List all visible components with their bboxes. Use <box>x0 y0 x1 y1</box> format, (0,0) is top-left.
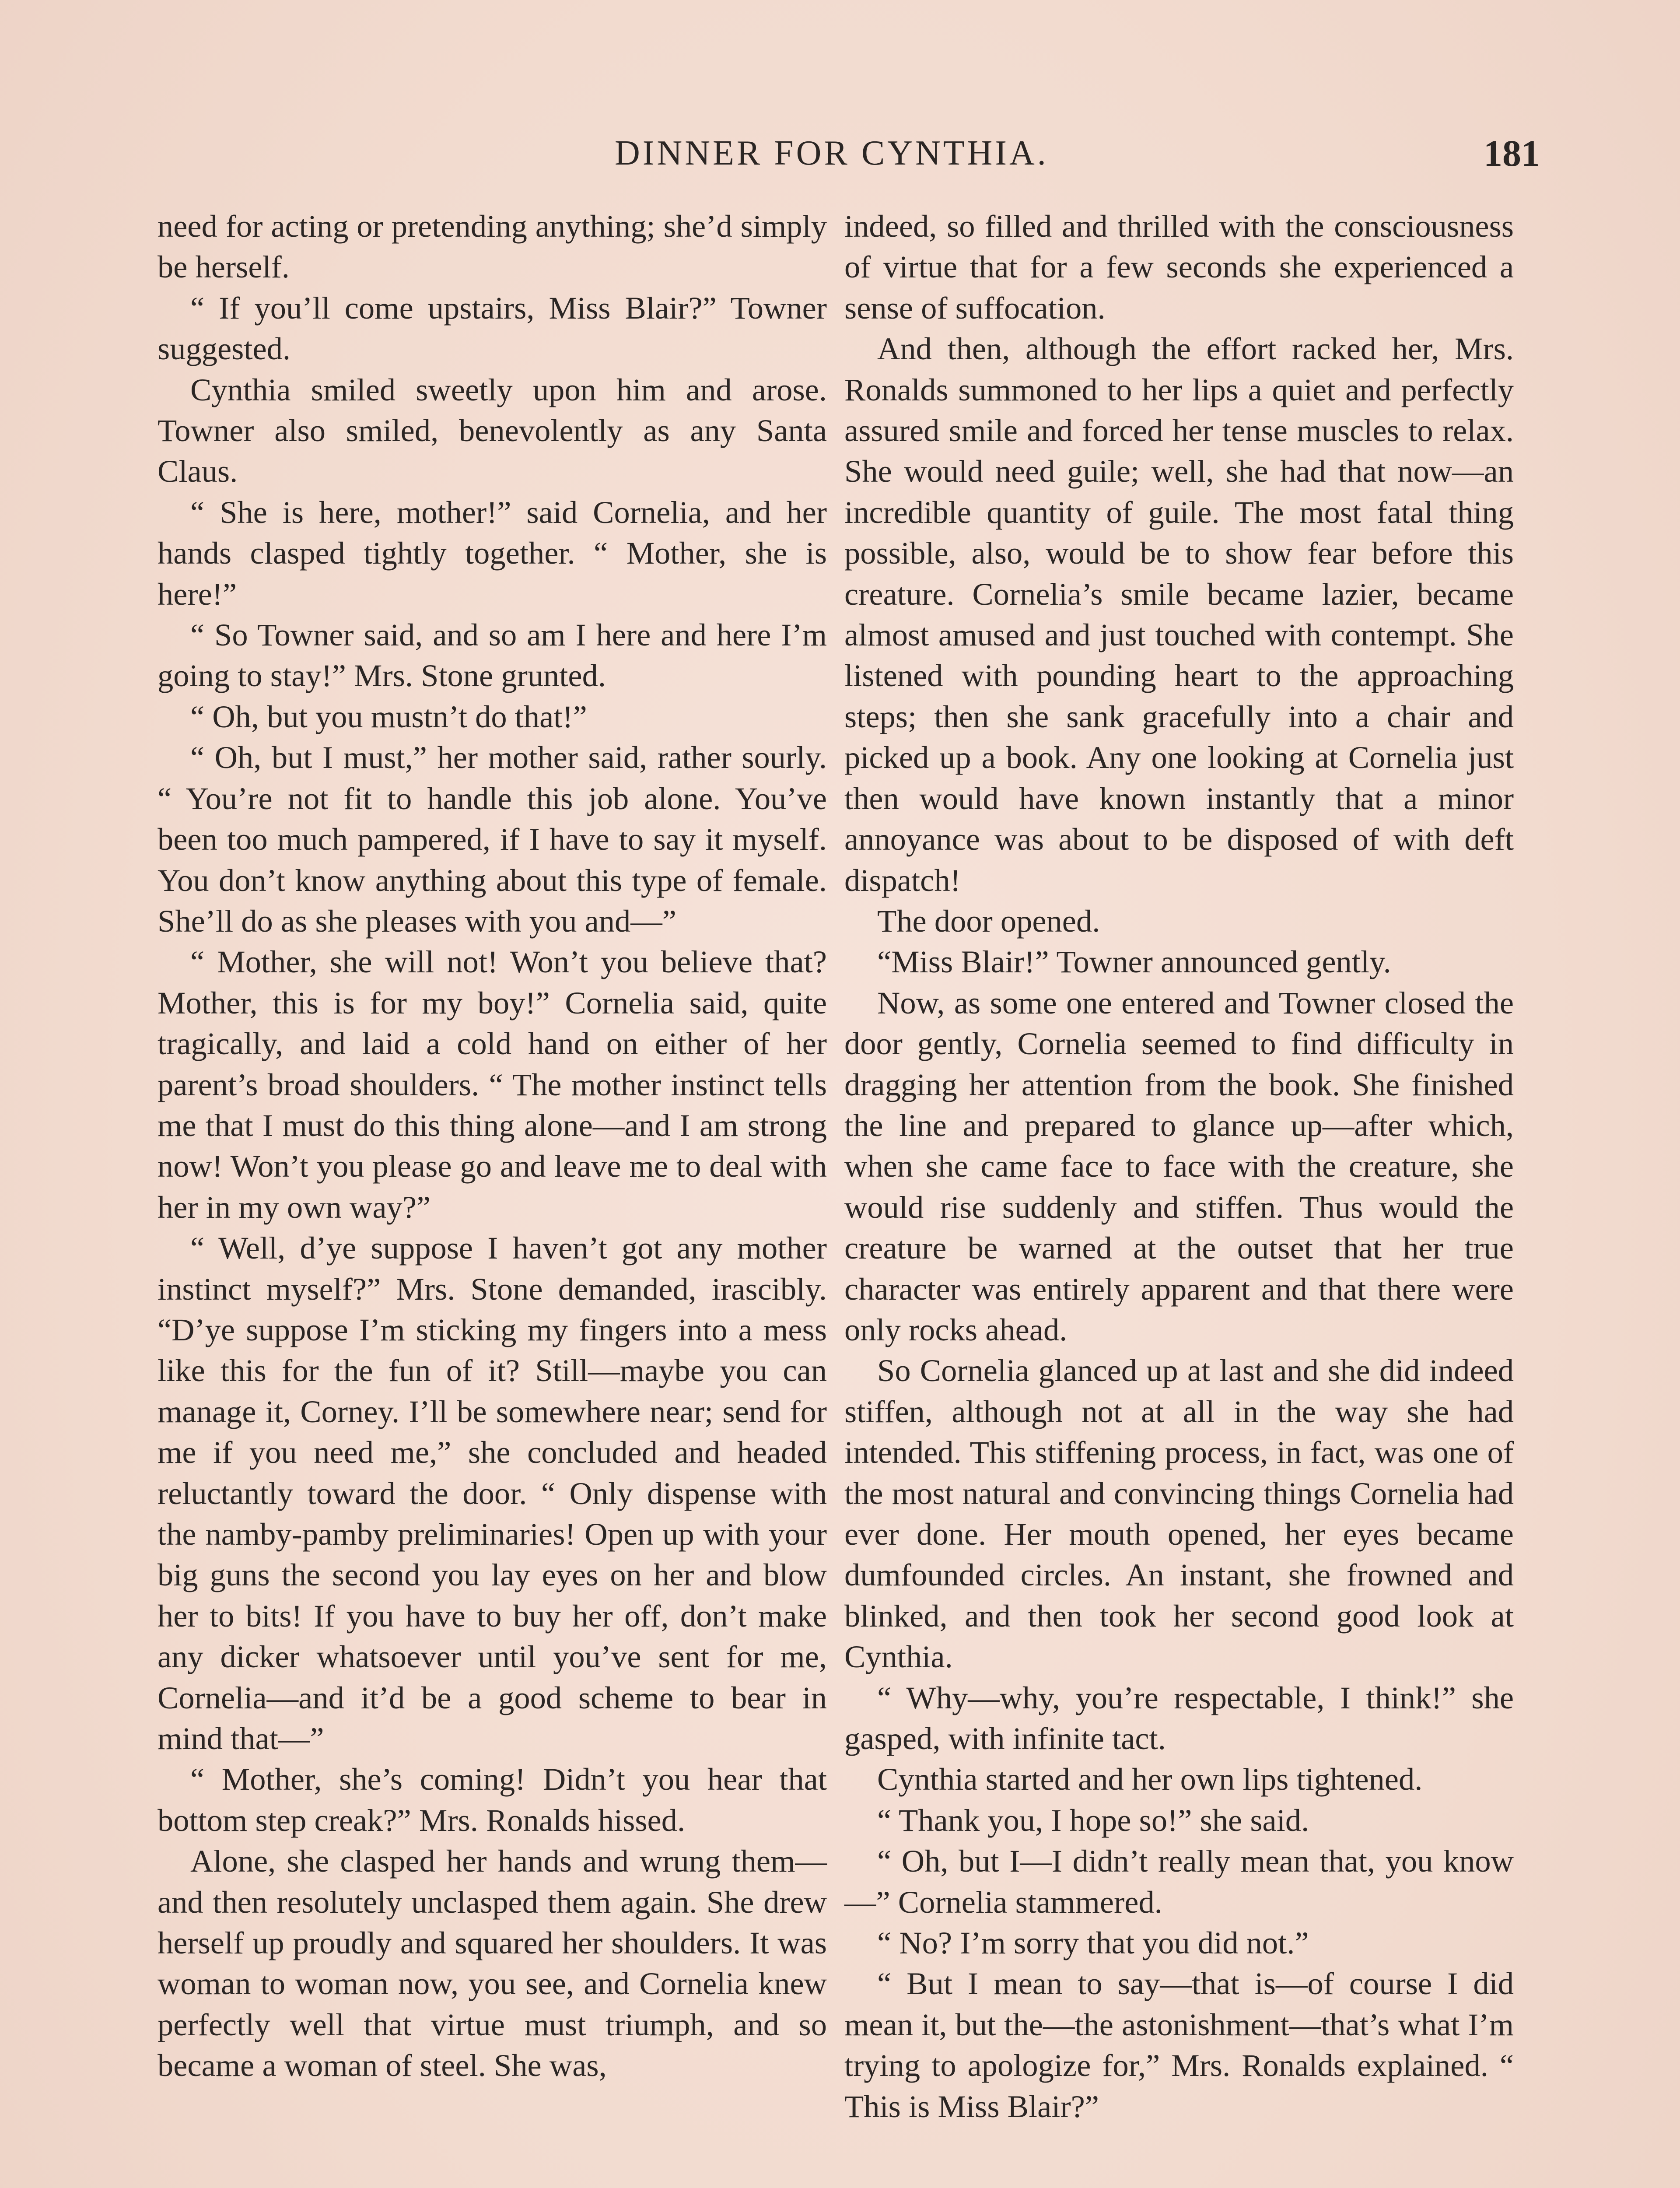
right-column <box>844 206 1514 2127</box>
paragraph: need for acting or pretending anything; she’d simply be herself. <box>158 208 827 285</box>
paragraph: “ Oh, but I—I didn’t really mean that, you know—” Cornelia stammered. <box>844 1843 1514 1920</box>
page-header <box>158 127 1540 179</box>
paragraph: Now, as some one entered and Towner closed the door gently, Cornelia seemed to find difficulty in dragging her attention from the book. She finished the line and prepared to glance up—after which, when she came face to face with the creature, she would rise suddenly and stiffen. Thus would the creature be warned at the outset that her true character was entirely apparent and that there were only rocks ahead. <box>844 985 1514 1347</box>
left-column <box>158 206 827 2086</box>
paragraph: “ Oh, but you mustn’t do that!” <box>190 698 587 734</box>
paragraph: “ Why—why, you’re respectable, I think!” she gasped, with infinite tact. <box>844 1680 1514 1757</box>
paragraph: So Cornelia glanced up at last and she did indeed stiffen, although not at all in the way she had intended. This stiffening process, in fact, was one of the most natural and convincing things Cornelia had ever done. Her mouth opened, her eyes became dumfounded circles. An instant, she frowned and blinked, and then took her second good look at Cynthia. <box>844 1353 1514 1675</box>
paragraph: “ Well, d’ye suppose I haven’t got any mother instinct myself?” Mrs. Stone demanded, irascibly. “D’ye suppose I’m sticking my fingers into a mess like this for the fun of it? Still—maybe you can manage it, Corney. I’ll be somewhere near; send for me if you need me,” she concluded and headed reluctantly toward the door. “ Only dispense with the namby-pamby preliminaries! Open up with your big guns the second you lay eyes on her and blow her to bits! If you have to buy her off, don’t make any dicker whatsoever until you’ve sent for me, Cornelia—and it’d be a good scheme to bear in mind that—” <box>158 1230 827 1757</box>
paragraph: The door opened. <box>877 903 1100 939</box>
paragraph: indeed, so filled and thrilled with the consciousness of virtue that for a few seconds she experienced a sense of suffocation. <box>844 208 1514 326</box>
paragraph: And then, although the effort racked her, Mrs. Ronalds summoned to her lips a quiet and perfectly assured smile and forced her tense muscles to relax. She would need guile; well, she had that now—an incredible quantity of guile. The most fatal thing possible, also, would be to show fear before this creature. Cornelia’s smile became lazier, became almost amused and just touched with contempt. She listened with pounding heart to the approaching steps; then she sank gracefully into a chair and picked up a book. Any one looking at Cornelia just then would have known instantly that a minor annoyance was about to be disposed of with deft dispatch! <box>844 331 1514 898</box>
paragraph: “ No? I’m sorry that you did not.” <box>877 1925 1309 1961</box>
paragraph: “Miss Blair!” Towner announced gently. <box>877 944 1391 980</box>
paragraph: “ Mother, she will not! Won’t you believe that? Mother, this is for my boy!” Cornelia said, quite tragically, and laid a cold hand on either of her parent’s broad shoulders. “ The mother instinct tells me that I must do this thing alone—and I am strong now! Won’t you please go and leave me to deal with her in my own way?” <box>158 944 827 1225</box>
paragraph: “ If you’ll come upstairs, Miss Blair?” Towner suggested. <box>158 290 827 367</box>
paragraph: “ But I mean to say—that is—of course I did mean it, but the—the astonishment—that’s what I’m trying to apologize for,” Mrs. Ronalds explained. “ This is Miss Blair?” <box>844 1966 1514 2124</box>
paragraph: “ Oh, but I must,” her mother said, rather sourly. “ You’re not fit to handle this job alone. You’ve been too much pampered, if I have to say it myself. You don’t know anything about this type of female. She’ll do as she pleases with you and—” <box>158 740 827 939</box>
paragraph: “ Mother, she’s coming! Didn’t you hear that bottom step creak?” Mrs. Ronalds hissed. <box>158 1761 827 1838</box>
running-title: DINNER FOR CYNTHIA. <box>615 134 1049 172</box>
page-number: 181 <box>1484 132 1540 174</box>
paragraph: “ Thank you, I hope so!” she said. <box>877 1802 1309 1838</box>
paragraph: Cynthia started and her own lips tightened. <box>877 1761 1423 1797</box>
paragraph: “ So Towner said, and so am I here and here I’m going to stay!” Mrs. Stone grunted. <box>158 617 827 694</box>
paragraph: Alone, she clasped her hands and wrung them—and then resolutely unclasped them again. She drew herself up proudly and squared her shoulders. It was woman to woman now, you see, and Cornelia knew perfectly well that virtue must triumph, and so became a woman of steel. She was, <box>158 1843 827 2083</box>
paragraph: Cynthia smiled sweetly upon him and arose. Towner also smiled, benevolently as any Santa Claus. <box>158 372 827 489</box>
paragraph: “ She is here, mother!” said Cornelia, and her hands clasped tightly together. “ Mother, she is here!” <box>158 494 827 612</box>
